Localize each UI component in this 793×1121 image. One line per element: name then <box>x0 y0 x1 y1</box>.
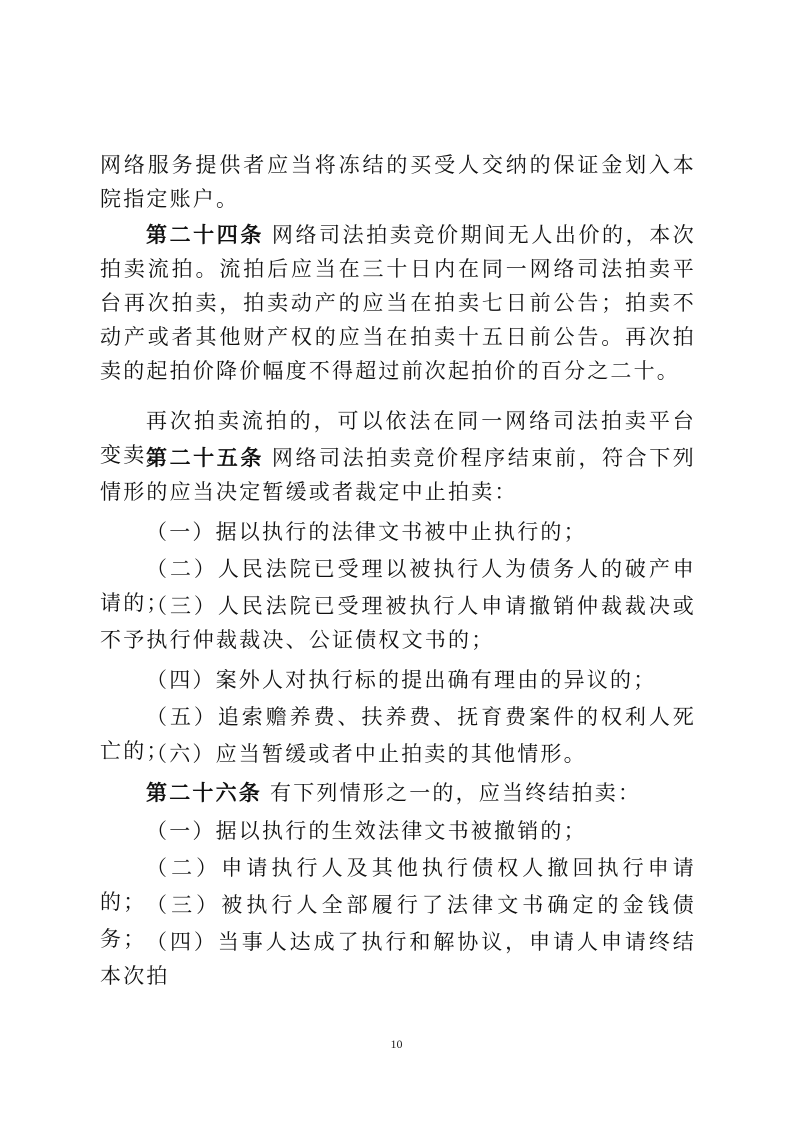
list-item <box>100 925 696 993</box>
list-item <box>100 737 696 771</box>
list-item-text: （二）申请执行人及其他执行债权人撤回执行申请的； <box>100 856 696 914</box>
article-text: 网络司法拍卖竞价期间无人出价的，本次拍卖流拍。流拍后应当在三十日内在同一网络司法拍卖平台再次拍卖，拍卖动产的应当在拍卖七日前公告；拍卖不动产或者其他财产权的应当在拍卖十五日前公告。再次拍卖的起拍价降价幅度不得超过前次起拍价的百分之二十。 <box>100 223 697 383</box>
article-title: 第二十四条 <box>146 223 264 247</box>
list-item-text: （一）据以执行的法律文书被中止执行的； <box>146 520 587 544</box>
list-item-text: （四）案外人对执行标的提出确有理由的异议的； <box>146 668 657 692</box>
article-text: 网络司法拍卖竞价程序结束前，符合下列情形的应当决定暂缓或者裁定中止拍卖： <box>100 446 697 504</box>
list-item-text: （二）人民法院已受理以被执行人为债务人的破产申请的； <box>100 557 696 615</box>
article-25 <box>100 441 696 509</box>
article-title: 第二十五条 <box>146 446 264 470</box>
paragraph-text: 网络服务提供者应当将冻结的买受人交纳的保证金划入本院指定账户。 <box>100 153 696 211</box>
list-item-text: （三）人民法院已受理被执行人申请撤销仲裁裁决或不予执行仲裁裁决、公证债权文书的； <box>100 594 696 652</box>
list-item-text: （六）应当暂缓或者中止拍卖的其他情形。 <box>146 742 587 766</box>
paragraph-text: 再次拍卖流拍的，可以依法在同一网络司法拍卖平台变卖。 <box>100 409 696 467</box>
article-title: 第二十六条 <box>146 781 262 805</box>
article-26 <box>100 776 696 810</box>
list-item-text: （一）据以执行的生效法律文书被撤销的； <box>146 819 587 843</box>
list-item <box>100 814 696 848</box>
list-item-text: （四）当事人达成了执行和解协议，申请人申请终结本次拍 <box>100 930 696 988</box>
list-item <box>100 515 696 549</box>
article-text: 有下列情形之一的，应当终结拍卖： <box>270 781 642 805</box>
list-item-text: （五）追索赡养费、扶养费、抚育费案件的权利人死亡的； <box>100 705 696 763</box>
page-number: 10 <box>390 1037 403 1051</box>
list-item-text: （三）被执行人全部履行了法律文书确定的金钱债务； <box>100 893 696 951</box>
list-item <box>100 663 696 697</box>
article-24 <box>100 218 696 388</box>
paragraph-continuation <box>100 148 696 216</box>
list-item <box>100 589 696 657</box>
